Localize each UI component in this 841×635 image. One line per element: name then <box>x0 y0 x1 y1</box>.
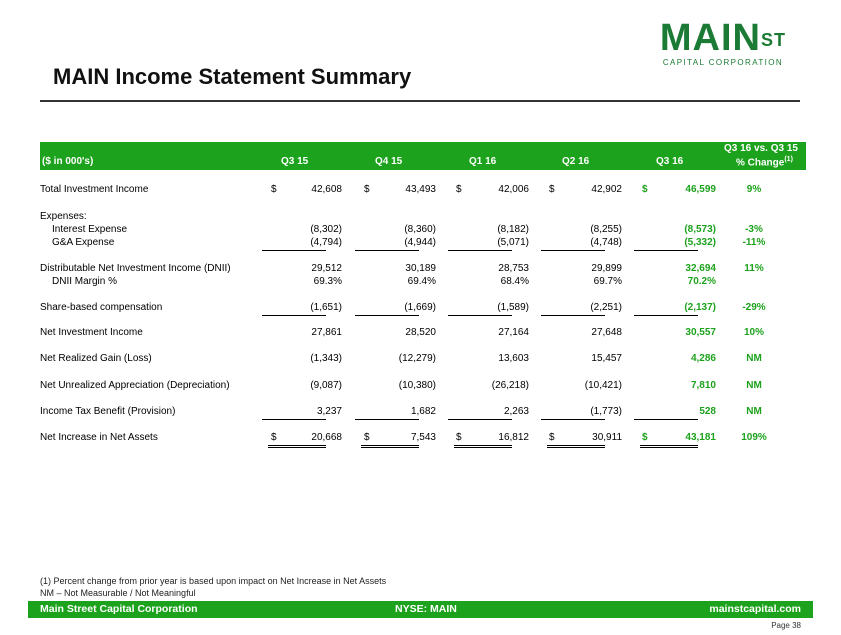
total-double-rule <box>454 445 512 448</box>
table-row <box>40 302 806 314</box>
subtotal-rule <box>634 315 698 316</box>
col-header-q3-15: Q3 15 <box>281 156 309 167</box>
footnote-nm: NM – Not Measurable / Not Meaningful <box>40 588 196 598</box>
total-double-rule <box>547 445 605 448</box>
page-number: Page 38 <box>771 621 801 630</box>
value-q2-16: (2,251) <box>590 302 622 313</box>
row-label: Total Investment Income <box>40 184 149 195</box>
subtotal-rule <box>448 315 512 316</box>
value-q3-15: 3,237 <box>316 406 342 417</box>
total-double-rule <box>361 445 419 448</box>
subtotal-rule <box>634 250 698 251</box>
value-q2-16: (8,255) <box>590 224 622 235</box>
dollar-sign: $ <box>271 184 277 195</box>
table-row <box>40 380 806 392</box>
row-label: G&A Expense <box>52 237 115 248</box>
footnotes <box>40 575 386 599</box>
total-double-rule <box>640 445 698 448</box>
value-q2-16: (1,773) <box>590 406 622 417</box>
value-q4-15: (8,360) <box>404 224 436 235</box>
table-row <box>40 276 806 288</box>
value-q1-16: 13,603 <box>498 353 529 364</box>
table-row <box>40 432 806 444</box>
value-q3-15: (9,087) <box>310 380 342 391</box>
table-row <box>40 327 806 339</box>
subtotal-rule <box>355 419 419 420</box>
title-divider <box>40 100 800 102</box>
pct-change: 9% <box>746 184 762 195</box>
table-row <box>40 224 806 236</box>
value-q3-16: 32,694 <box>685 263 716 274</box>
value-q3-16: 43,181 <box>685 432 716 443</box>
value-q1-16: (8,182) <box>497 224 529 235</box>
value-q3-16: (8,573) <box>684 224 716 235</box>
table-row <box>40 406 806 418</box>
table-row <box>40 263 806 275</box>
table-row <box>40 211 806 223</box>
pct-change: -29% <box>742 302 766 313</box>
pct-change: 11% <box>744 263 764 274</box>
table-row <box>40 353 806 365</box>
footer-website: mainstcapital.com <box>709 603 801 615</box>
value-q4-15: 7,543 <box>410 432 436 443</box>
value-q1-16: (26,218) <box>491 380 529 391</box>
row-label: DNII Margin % <box>52 276 118 287</box>
subtotal-rule <box>355 250 419 251</box>
dollar-sign: $ <box>642 432 648 443</box>
dollar-sign: $ <box>549 184 555 195</box>
subtotal-rule <box>448 419 512 420</box>
value-q3-15: 20,668 <box>311 432 342 443</box>
subtotal-rule <box>541 250 605 251</box>
value-q3-16: 46,599 <box>685 184 716 195</box>
value-q4-15: (4,944) <box>404 237 436 248</box>
value-q2-16: 69.7% <box>593 276 622 287</box>
subtotal-rule <box>262 315 326 316</box>
value-q1-16: 2,263 <box>503 406 529 417</box>
row-label: Share-based compensation <box>40 302 163 313</box>
pct-change: NM <box>746 380 762 391</box>
subtotal-rule <box>541 419 605 420</box>
value-q4-15: (1,669) <box>404 302 436 313</box>
value-q3-15: (1,651) <box>310 302 342 313</box>
value-q1-16: (5,071) <box>497 237 529 248</box>
value-q3-16: (5,332) <box>684 237 716 248</box>
total-double-rule <box>268 445 326 448</box>
units-label: ($ in 000's) <box>42 156 94 167</box>
value-q1-16: 16,812 <box>498 432 529 443</box>
col-header-q4-15: Q4 15 <box>375 156 403 167</box>
row-label: Net Unrealized Appreciation (Depreciation) <box>40 380 230 391</box>
row-label: Net Investment Income <box>40 327 143 338</box>
value-q4-15: 30,189 <box>405 263 436 274</box>
value-q3-15: (1,343) <box>310 353 342 364</box>
logo-subtitle: CAPITAL CORPORATION <box>662 58 784 67</box>
value-q3-15: 29,512 <box>311 263 342 274</box>
value-q4-15: 28,520 <box>405 327 436 338</box>
value-q3-16: 70.2% <box>687 276 716 287</box>
company-logo <box>659 17 786 67</box>
subtotal-rule <box>634 419 698 420</box>
value-q3-16: 7,810 <box>690 380 716 391</box>
value-q3-16: 528 <box>699 406 716 417</box>
value-q1-16: 28,753 <box>498 263 529 274</box>
pct-change: NM <box>746 353 762 364</box>
dollar-sign: $ <box>456 184 462 195</box>
pct-change: -11% <box>742 237 766 248</box>
value-q2-16: (4,748) <box>590 237 622 248</box>
value-q3-16: 4,286 <box>690 353 716 364</box>
value-q4-15: 69.4% <box>407 276 436 287</box>
row-label: Expenses: <box>40 211 87 222</box>
pct-change: 109% <box>741 432 767 443</box>
footer-ticker: NYSE: MAIN <box>395 603 457 615</box>
value-q3-15: 27,861 <box>311 327 342 338</box>
dollar-sign: $ <box>271 432 277 443</box>
row-label: Interest Expense <box>52 224 128 235</box>
footer-bar <box>28 601 813 618</box>
pct-change: 10% <box>743 327 764 338</box>
dollar-sign: $ <box>549 432 555 443</box>
value-q2-16: 15,457 <box>591 353 622 364</box>
dollar-sign: $ <box>642 184 648 195</box>
dollar-sign: $ <box>364 432 370 443</box>
row-label: Net Realized Gain (Loss) <box>40 353 152 364</box>
row-label: Net Increase in Net Assets <box>40 432 158 443</box>
subtotal-rule <box>262 250 326 251</box>
value-q1-16: 27,164 <box>498 327 529 338</box>
pct-change: -3% <box>745 224 763 235</box>
table-row <box>40 237 806 249</box>
subtotal-rule <box>262 419 326 420</box>
footer-company: Main Street Capital Corporation <box>40 603 198 615</box>
col-header-q2-16: Q2 16 <box>562 156 590 167</box>
pct-change: NM <box>746 406 762 417</box>
dollar-sign: $ <box>364 184 370 195</box>
value-q2-16: (10,421) <box>584 380 622 391</box>
value-q2-16: 30,911 <box>592 432 622 443</box>
dollar-sign: $ <box>456 432 462 443</box>
row-label: Income Tax Benefit (Provision) <box>40 406 176 417</box>
change-header-line1: Q3 16 vs. Q3 15 <box>724 143 798 154</box>
value-q3-16: (2,137) <box>684 302 716 313</box>
table-header <box>40 142 806 170</box>
value-q4-15: 1,682 <box>410 406 436 417</box>
value-q4-15: (12,279) <box>398 353 436 364</box>
subtotal-rule <box>355 315 419 316</box>
value-q2-16: 42,902 <box>591 184 622 195</box>
value-q3-15: 42,608 <box>311 184 342 195</box>
change-header-line2: % Change$^{(1)}$ <box>736 156 793 169</box>
logo-wordmark: $MAIN^{ST}$ <box>659 17 786 59</box>
value-q1-16: 42,006 <box>498 184 529 195</box>
value-q2-16: 29,899 <box>591 263 622 274</box>
value-q3-15: (4,794) <box>310 237 342 248</box>
value-q3-16: 30,557 <box>685 327 716 338</box>
value-q3-15: (8,302) <box>310 224 342 235</box>
table-row <box>40 184 806 196</box>
value-q3-15: 69.3% <box>313 276 342 287</box>
row-label: Distributable Net Investment Income (DNII) <box>40 263 231 274</box>
subtotal-rule <box>448 250 512 251</box>
value-q4-15: (10,380) <box>398 380 436 391</box>
page-title: MAIN Income Statement Summary <box>53 64 412 89</box>
col-header-q3-16: Q3 16 <box>656 156 684 167</box>
col-header-q1-16: Q1 16 <box>469 156 497 167</box>
value-q1-16: (1,589) <box>497 302 529 313</box>
value-q1-16: 68.4% <box>500 276 529 287</box>
subtotal-rule <box>541 315 605 316</box>
value-q2-16: 27,648 <box>591 327 622 338</box>
value-q4-15: 43,493 <box>405 184 436 195</box>
footnote-1: (1) Percent change from prior year is based upon impact on Net Increase in Net Assets <box>40 576 387 586</box>
